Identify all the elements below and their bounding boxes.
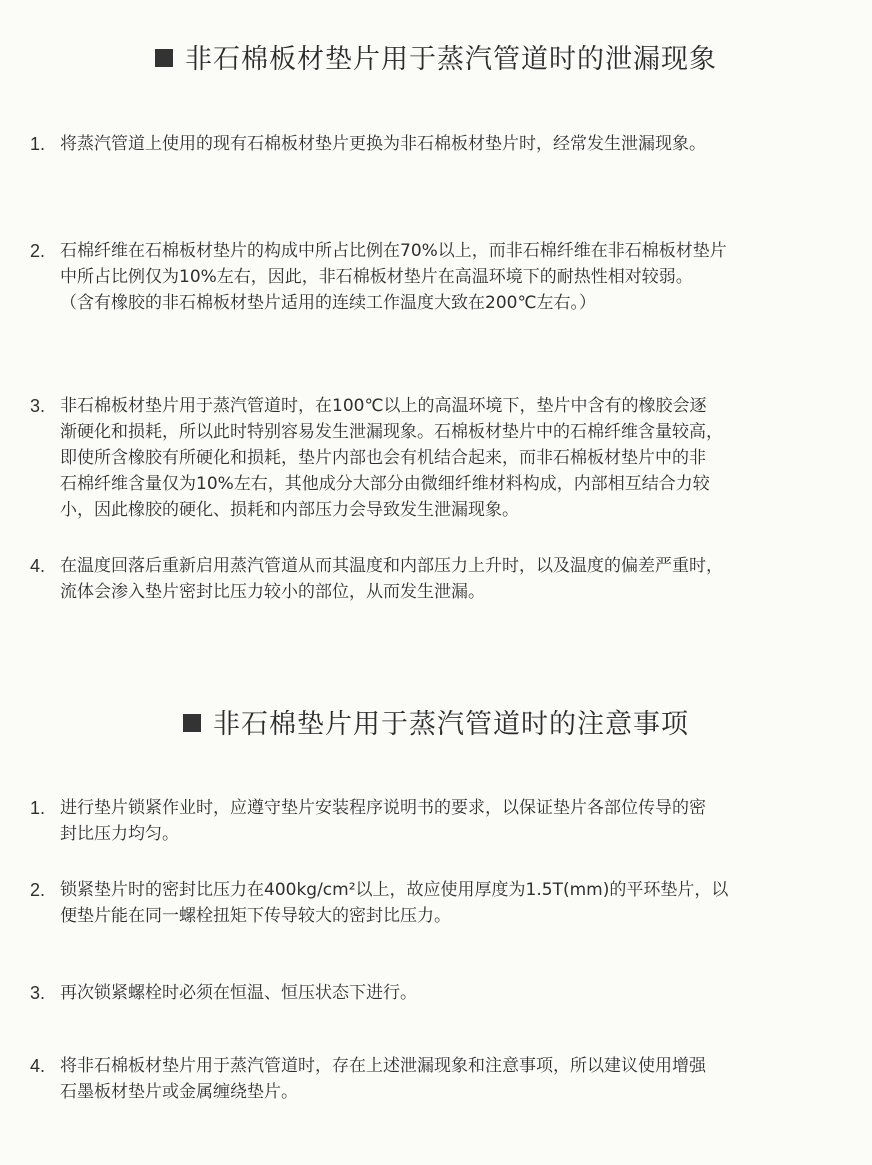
section2-item-4 <box>30 1053 860 1105</box>
item-line: 在温度回落后重新启用蒸汽管道从而其温度和内部压力上升时，以及温度的偏差严重时， <box>60 556 723 576</box>
item-number: 3. <box>30 396 46 416</box>
item-line: 进行垫片锁紧作业时，应遵守垫片安装程序说明书的要求，以保证垫片各部位传导的密 <box>60 798 706 818</box>
item-line: 中所占比例仅为10%左右，因此，非石棉板材垫片在高温环境下的耐热性相对较弱。 <box>60 267 693 287</box>
item-number: 4. <box>30 1056 46 1076</box>
item-line: 石棉纤维含量仅为10%左右，其他成分大部分由微细纤维材料构成，内部相互结合力较 <box>60 474 710 494</box>
item-number: 3. <box>30 983 46 1003</box>
section1-item-3 <box>30 393 860 523</box>
item-text <box>60 1053 860 1105</box>
item-text <box>60 553 860 605</box>
section2-item-3 <box>30 980 860 1006</box>
section1-item-2 <box>30 238 860 316</box>
item-number: 1. <box>30 798 46 818</box>
item-text <box>60 980 860 1006</box>
item-line: 非石棉板材垫片用于蒸汽管道时，在100℃以上的高温环境下，垫片中含有的橡胶会逐 <box>60 396 707 416</box>
item-number: 1. <box>30 134 46 154</box>
item-line: 流体会渗入垫片密封比压力较小的部位，从而发生泄漏。 <box>60 582 485 602</box>
item-line: 将非石棉板材垫片用于蒸汽管道时，存在上述泄漏现象和注意事项，所以建议使用增强 <box>60 1056 706 1076</box>
item-line: 小，因此橡胶的硬化、损耗和内部压力会导致发生泄漏现象。 <box>60 500 519 520</box>
item-line: 即使所含橡胶有所硬化和损耗，垫片内部也会有机结合起来，而非石棉板材垫片中的非 <box>60 448 706 468</box>
item-line: 石墨板材垫片或金属缠绕垫片。 <box>60 1082 298 1102</box>
section2-heading <box>0 707 872 743</box>
section2-item-2 <box>30 877 860 929</box>
item-line: 便垫片能在同一螺栓扭矩下传导较大的密封比压力。 <box>60 906 451 926</box>
item-text <box>60 877 860 929</box>
item-text <box>60 795 860 847</box>
section2-heading-text: 非石棉垫片用于蒸汽管道时的注意事项 <box>213 709 689 740</box>
item-text <box>60 131 860 157</box>
item-number: 2. <box>30 241 46 261</box>
item-line: 再次锁紧螺栓时必须在恒温、恒压状态下进行。 <box>60 983 417 1003</box>
item-number: 4. <box>30 556 46 576</box>
item-line: 将蒸汽管道上使用的现有石棉板材垫片更换为非石棉板材垫片时，经常发生泄漏现象。 <box>60 134 706 154</box>
section1-heading-text: 非石棉板材垫片用于蒸汽管道时的泄漏现象 <box>185 44 717 75</box>
item-line: （含有橡胶的非石棉板材垫片适用的连续工作温度大致在200℃左右。） <box>60 293 597 313</box>
section1-heading <box>0 42 872 78</box>
item-line: 渐硬化和损耗，所以此时特别容易发生泄漏现象。石棉板材垫片中的石棉纤维含量较高， <box>60 422 723 442</box>
item-text <box>60 393 860 523</box>
section2-item-1 <box>30 795 860 847</box>
item-text <box>60 238 860 316</box>
item-line: 石棉纤维在石棉板材垫片的构成中所占比例在70%以上，而非石棉纤维在非石棉板材垫片 <box>60 241 727 261</box>
square-bullet-icon <box>183 714 201 732</box>
item-number: 2. <box>30 880 46 900</box>
item-line: 封比压力均匀。 <box>60 824 179 844</box>
section1-item-4 <box>30 553 860 605</box>
section1-item-1 <box>30 131 860 157</box>
square-bullet-icon <box>155 49 173 67</box>
item-line: 锁紧垫片时的密封比压力在400kg/cm²以上，故应使用厚度为1.5T(mm)的平环垫片，以 <box>60 880 729 900</box>
